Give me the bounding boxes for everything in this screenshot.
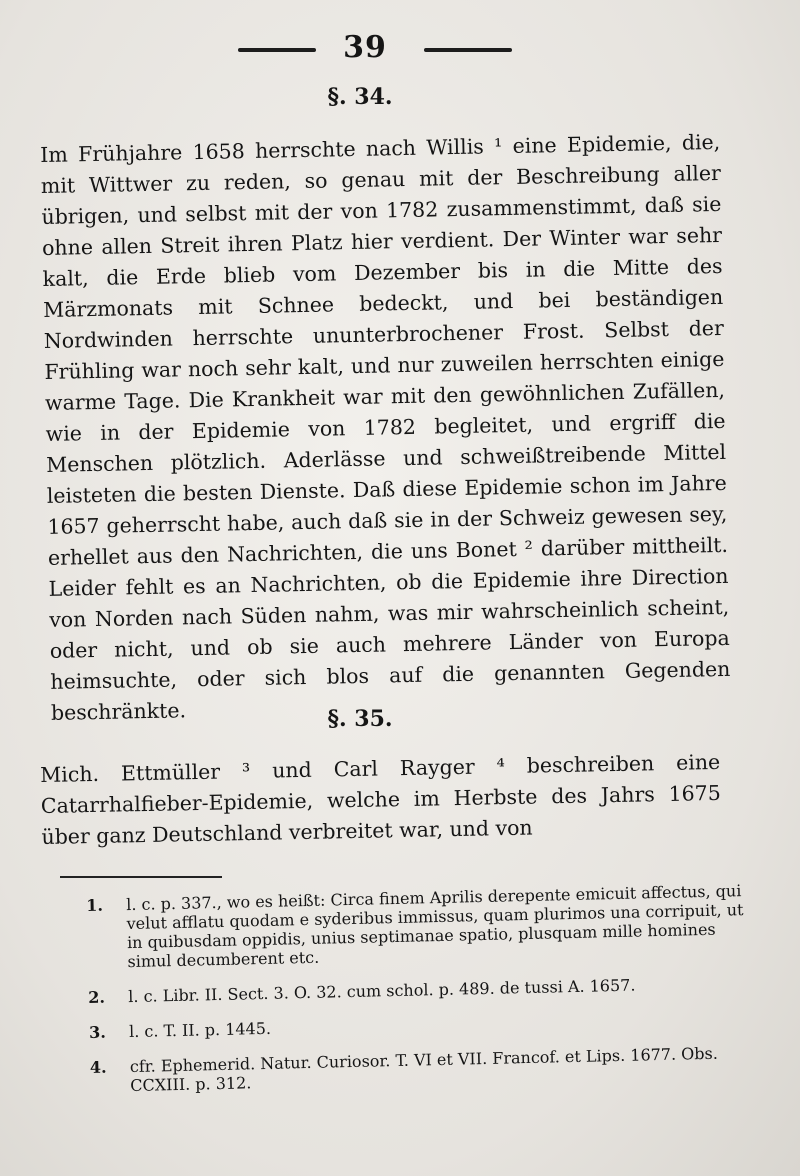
footnote-text: cfr. Ephemerid. Natur. Curiosor. T. VI et VII. Francof. et Lips. 1677. Obs. CCXIII. p. 312. — [129, 1043, 719, 1096]
header-rule-right — [424, 48, 512, 52]
page-number: 39 — [343, 30, 387, 65]
footnote-4 — [90, 1043, 761, 1096]
header-rule-left — [238, 48, 316, 52]
footnotes-list — [86, 881, 761, 1112]
footnote-separator — [60, 876, 222, 878]
footnote-1 — [86, 881, 758, 972]
section-34-heading: §. 34. — [327, 84, 393, 110]
footnote-number: 3. — [88, 1022, 107, 1042]
footnote-text: l. c. p. 337., wo es heißt: Circa finem Aprilis derepente emicuit affectus, qui velut afflatu quodam e syderibus immissus, quam plurimos una corripuit, ut in quibusdam oppidis, unius septimanae spatio, plusquam mille homines simul decumberent etc. — [125, 881, 744, 972]
footnote-text: l. c. Libr. II. Sect. 3. O. 32. cum schol. p. 489. de tussi A. 1657. — [128, 975, 636, 1007]
section-35-paragraph: Mich. Ettmüller ³ und Carl Rayger ⁴ beschreiben eine Catarrhalfieber-Epidemie, welche im Herbste des Jahrs 1675 über ganz Deutschland verbreitet war, und von — [40, 749, 721, 849]
footnote-3 — [89, 1008, 759, 1042]
footnote-2 — [88, 973, 758, 1007]
section-34-paragraph: Im Frühjahre 1658 herrschte nach Willis ¹ eine Epidemie, die, mit Wittwer zu reden, so genau mit der Beschreibung aller übrigen, und selbst mit der von 1782 zusammenstimmt, daß sie ohne allen Streit ihren Platz hier verdient. Der Winter war sehr kalt, die Erde blieb vom Dezember bis in die Mitte des Märzmonats mit Schnee bedeckt, und bei beständigen Nordwinden herrschte ununterbrochener Frost. Selbst der Frühling war noch sehr kalt, und nur zuweilen herrschten einige warme Tage. Die Krankheit war mit den gewöhnlichen Zufällen, wie in der Epidemie von 1782 begleitet, und ergriff die Menschen plötzlich. Aderlässe und schweißtreibende Mittel leisteten die besten Dienste. Daß diese Epidemie schon im Jahre 1657 geherrscht habe, auch daß sie in der Schweiz gewesen sey, erhellet aus den Nachrichten, die uns Bonet ² darüber mittheilt. Leider fehlt es an Nachrichten, ob die Epidemie ihre Direction von Norden nach Süden nahm, was mir wahrscheinlich scheint, oder nicht, und ob sie auch mehrere Länder von Europa heimsuchte, oder sich blos auf die genannten Gegenden beschränkte. — [40, 129, 731, 725]
running-head — [0, 30, 800, 70]
section-35-heading: §. 35. — [327, 706, 393, 732]
footnote-number: 4. — [89, 1057, 107, 1077]
footnote-number: 2. — [88, 987, 106, 1007]
footnote-number: 1. — [86, 895, 104, 915]
footnote-text: l. c. T. II. p. 1445. — [128, 1018, 272, 1042]
